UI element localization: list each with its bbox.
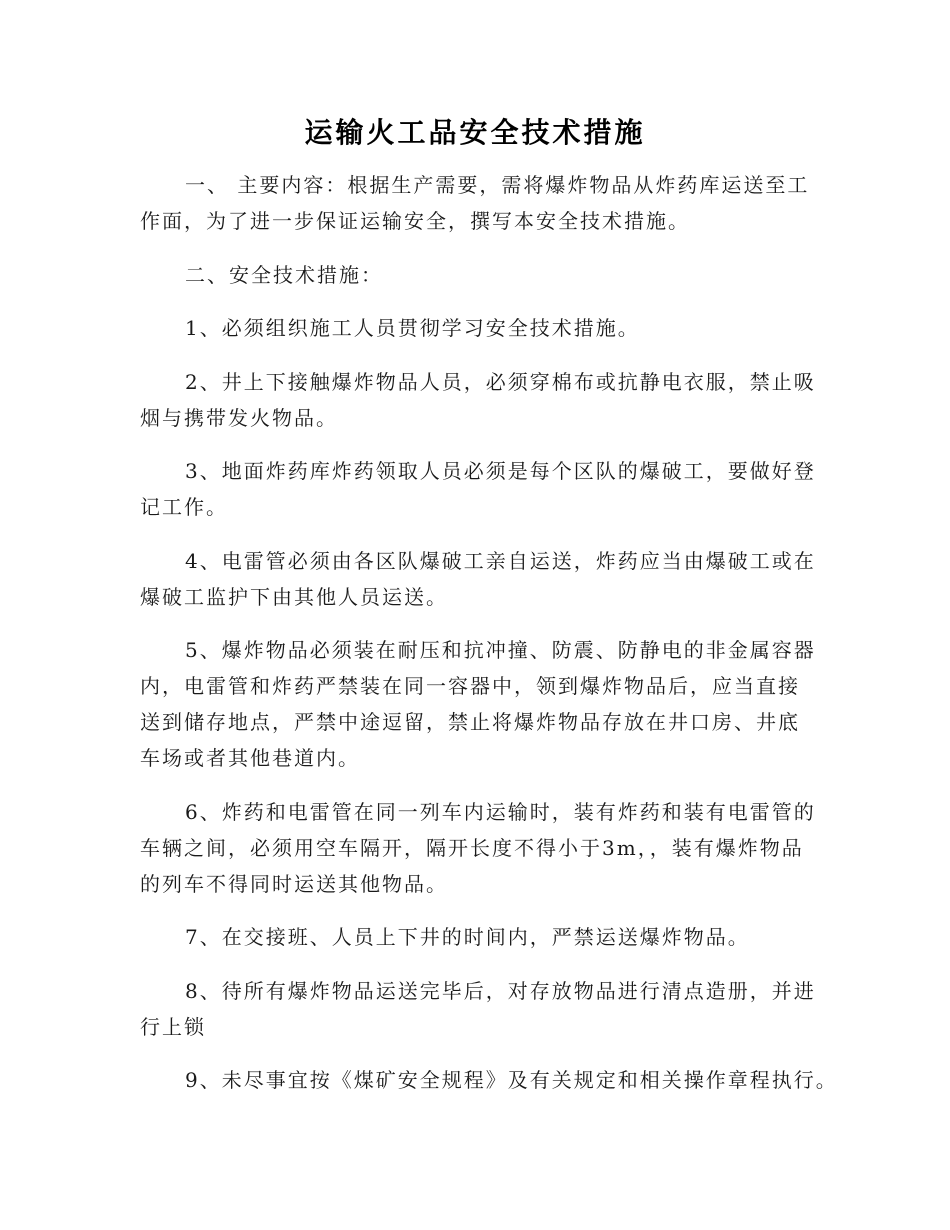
measure-item-2 (140, 364, 840, 436)
text-line: 行上锁 (140, 1014, 206, 1039)
document-body (140, 167, 840, 1116)
text-line: 3、地面炸药库炸药领取人员必须是每个区队的爆破工，要做好登 (185, 459, 816, 483)
text-line: 2、井上下接触爆炸物品人员，必须穿棉布或抗静电衣服，禁止吸 (185, 369, 816, 394)
intro-paragraph (140, 167, 840, 239)
text-line: 6、炸药和电雷管在同一列车内运输时，装有炸药和装有电雷管的 (185, 799, 816, 824)
text-line: 爆破工监护下由其他人员运送。 (140, 584, 448, 609)
measure-item-6 (140, 794, 840, 902)
measure-item-5 (140, 632, 840, 776)
text-line: 烟与携带发火物品。 (140, 405, 338, 430)
measure-item-8 (140, 973, 840, 1045)
text-line: 7、在交接班、人员上下井的时间内，严禁运送爆炸物品。 (185, 925, 750, 949)
text-line: 车场或者其他巷道内。 (140, 746, 360, 770)
text-line: 二、安全技术措施： (185, 262, 383, 287)
text-line: 1、必须组织施工人员贯彻学习安全技术措施。 (185, 316, 640, 340)
text-line: 9、未尽事宜按《煤矿安全规程》及有关规定和相关操作章程执行。 (185, 1068, 838, 1092)
measure-item-4 (140, 543, 840, 615)
text-line: 8、待所有爆炸物品运送完毕后，对存放物品进行清点造册，并进 (185, 978, 816, 1003)
measure-item-9 (140, 1062, 840, 1098)
text-line: 5、爆炸物品必须装在耐压和抗冲撞、防震、防静电的非金属容器 (185, 638, 816, 662)
measure-item-1 (140, 310, 840, 346)
section-heading (140, 257, 840, 293)
text-line: 一、 主要内容：根据生产需要，需将爆炸物品从炸药库运送至工 (185, 173, 810, 197)
document-title: 运输火工品安全技术措施 (304, 116, 646, 149)
text-line: 车辆之间，必须用空车隔开，隔开长度不得小于3m，，装有爆炸物品 (140, 835, 804, 860)
text-line: 4、电雷管必须由各区队爆破工亲自运送，炸药应当由爆破工或在 (185, 548, 816, 573)
text-line: 的列车不得同时运送其他物品。 (140, 871, 448, 896)
text-line: 作面，为了进一步保证运输安全，撰写本安全技术措施。 (140, 209, 690, 233)
text-line: 记工作。 (140, 495, 228, 519)
text-line: 送到储存地点，严禁中途逗留，禁止将爆炸物品存放在井口房、井底 (140, 710, 800, 734)
measure-item-7 (140, 919, 840, 955)
text-line: 内，电雷管和炸药严禁装在同一容器中，领到爆炸物品后，应当直接 (140, 674, 800, 698)
measure-item-3 (140, 453, 840, 525)
